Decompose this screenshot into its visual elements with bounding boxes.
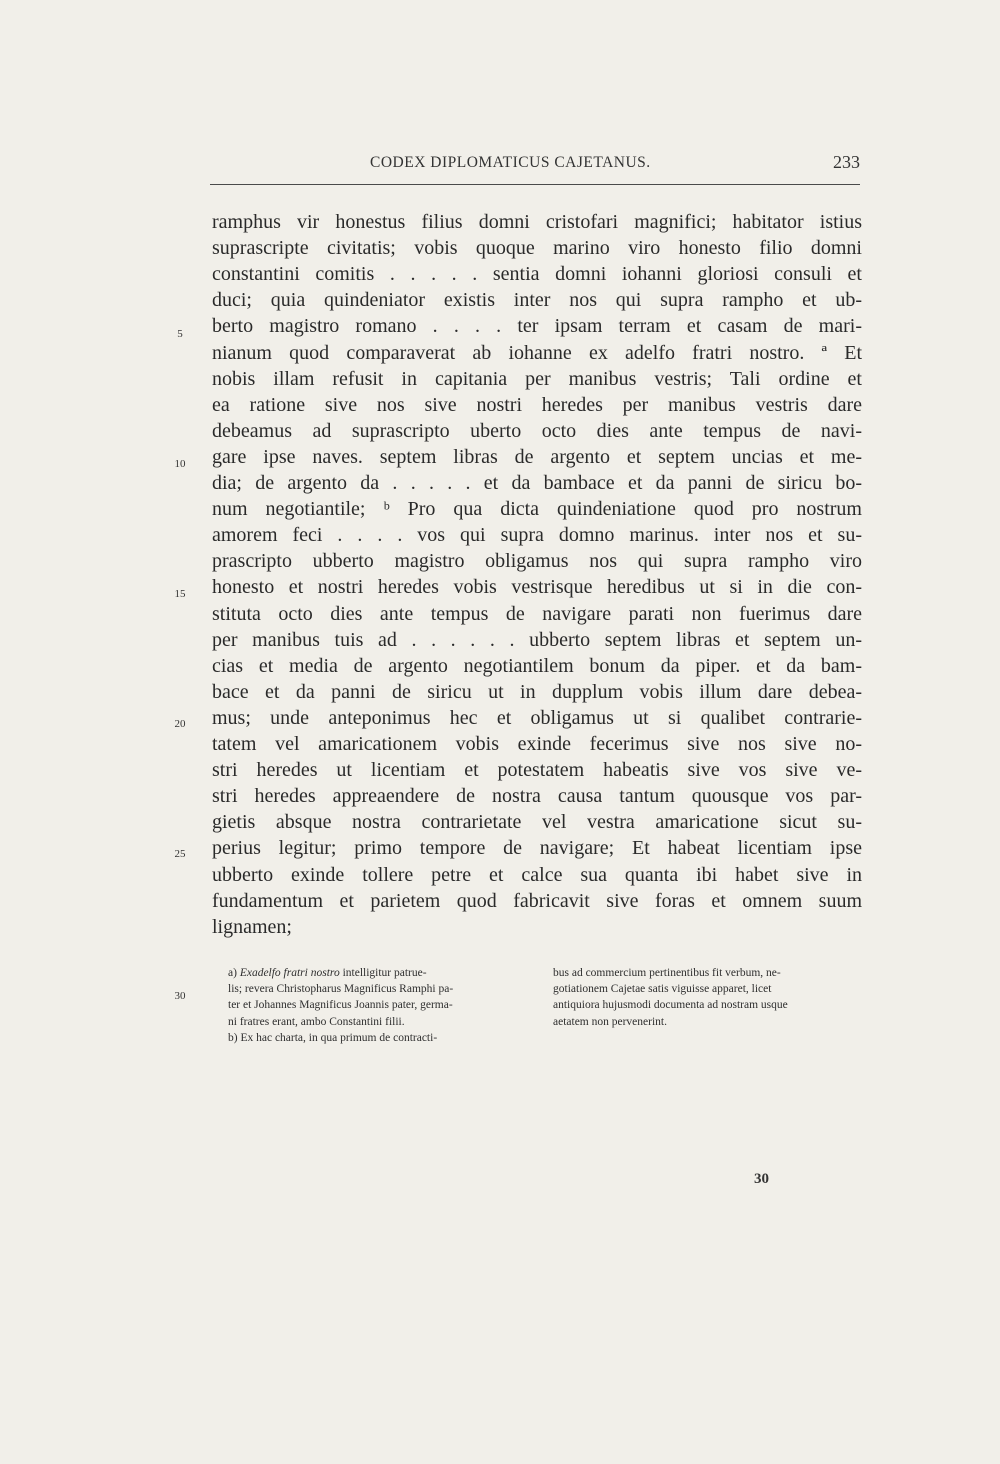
text-line: constantini comitis . . . . . sentia domni iohanni gloriosi consuli et	[212, 263, 862, 286]
footnote-line: gotiationem Cajetae satis viguisse apparet, licet	[553, 983, 772, 996]
page-number: 233	[833, 152, 860, 172]
margin-line-number: 25	[174, 848, 186, 860]
text-line: amorem feci . . . . vos qui supra domno marinus. inter nos et su-	[212, 524, 862, 547]
text-line: num negotiantile; ᵇ Pro qua dicta quindeniatione quod pro nostrum	[212, 498, 862, 521]
text-line: suprascripte civitatis; vobis quoque marino viro honesto filio domni	[212, 237, 862, 260]
text-line: stituta octo dies ante tempus de navigare parati non fuerimus dare	[212, 602, 862, 625]
margin-line-number: 15	[174, 588, 186, 600]
text-line: cias et media de argento negotiantilem bonum da piper. et da bam-	[212, 654, 862, 677]
footnote-line: antiquiora hujusmodi documenta ad nostram usque	[553, 999, 788, 1012]
running-title: CODEX DIPLOMATICUS CAJETANUS.	[370, 154, 651, 171]
text-line: bace et da panni de siricu ut in dupplum vobis illum dare debea-	[212, 680, 862, 703]
text-line: berto magistro romano . . . . ter ipsam terram et casam de mari-	[212, 315, 862, 338]
footnote-a-first-line	[228, 965, 528, 981]
header-rule	[210, 184, 860, 185]
text-line: honesto et nostri heredes vobis vestrisque heredibus ut si in die con-	[212, 576, 862, 599]
footnote-line: aetatem non pervenerint.	[553, 1015, 667, 1028]
text-line: tatem vel amaricationem vobis exinde fecerimus sive nos sive no-	[212, 733, 862, 755]
footnote-line: ter et Johannes Magnificus Joannis pater, germa-	[228, 999, 453, 1012]
text-line: ramphus vir honestus filius domni cristofari magnifici; habitator istius	[212, 211, 862, 233]
text-line: gare ipse naves. septem libras de argento et septem uncias et me-	[212, 445, 862, 468]
margin-line-number: 5	[177, 328, 183, 340]
text-line: duci; quia quindeniator existis inter nos qui supra rampho et ub-	[212, 289, 862, 312]
text-line: perius legitur; primo tempore de navigare; Et habeat licentiam ipse	[212, 837, 862, 860]
text-line: lignamen;	[212, 915, 292, 938]
footnote-b-first-line: b) Ex hac charta, in qua primum de contracti-	[228, 1031, 438, 1044]
margin-line-number: 10	[174, 458, 186, 470]
text-line: fundamentum et parietem quod fabricavit sive foras et omnem suum	[212, 889, 862, 912]
footnote-line: lis; revera Christopharus Magnificus Ramphi pa-	[228, 983, 454, 996]
text-line: stri heredes ut licentiam et potestatem habeatis sive vos sive ve-	[212, 759, 862, 782]
text-line: prascripto ubberto magistro obligamus nos qui supra rampho viro	[212, 550, 862, 573]
footnote-line: ni fratres erant, ambo Constantini filii.	[228, 1015, 405, 1028]
text-line: dia; de argento da . . . . . et da bambace et da panni de siricu bo-	[212, 472, 862, 494]
text-line: stri heredes appreaendere de nostra causa tantum quousque vos par-	[212, 785, 862, 808]
text-line: mus; unde anteponimus hec et obligamus ut si qualibet contrarie-	[212, 706, 862, 729]
footnote-a-text: intelligitur patrue-	[339, 967, 427, 979]
text-line: ea ratione sive nos sive nostri heredes per manibus vestris dare	[212, 393, 862, 416]
text-line: gietis absque nostra contrarietate vel vestra amaricatione sicut su-	[212, 811, 862, 834]
running-header	[210, 152, 860, 176]
footnote-a-lemma: Exadelfo fratri nostro	[239, 967, 340, 979]
text-line: nobis illam refusit in capitania per manibus vestris; Tali ordine et	[212, 367, 862, 390]
margin-line-number: 30	[174, 990, 186, 1002]
footnote-line: bus ad commercium pertinentibus fit verbum, ne-	[553, 967, 781, 979]
margin-line-number: 20	[174, 718, 186, 730]
footnotes-left-column	[228, 965, 528, 1046]
footnotes-right-column	[553, 965, 873, 1030]
signature-mark: 30	[754, 1171, 769, 1187]
text-line: per manibus tuis ad . . . . . . ubberto septem libras et septem un-	[212, 628, 862, 651]
text-line: ubberto exinde tollere petre et calce sua quanta ibi habet sive in	[212, 863, 862, 886]
text-line: debeamus ad suprascripto uberto octo dies ante tempus de navi-	[212, 419, 862, 442]
footnote-a-label: a)	[228, 967, 237, 979]
text-line: nianum quod comparaverat ab iohanne ex adelfo fratri nostro. ª Et	[212, 341, 862, 364]
